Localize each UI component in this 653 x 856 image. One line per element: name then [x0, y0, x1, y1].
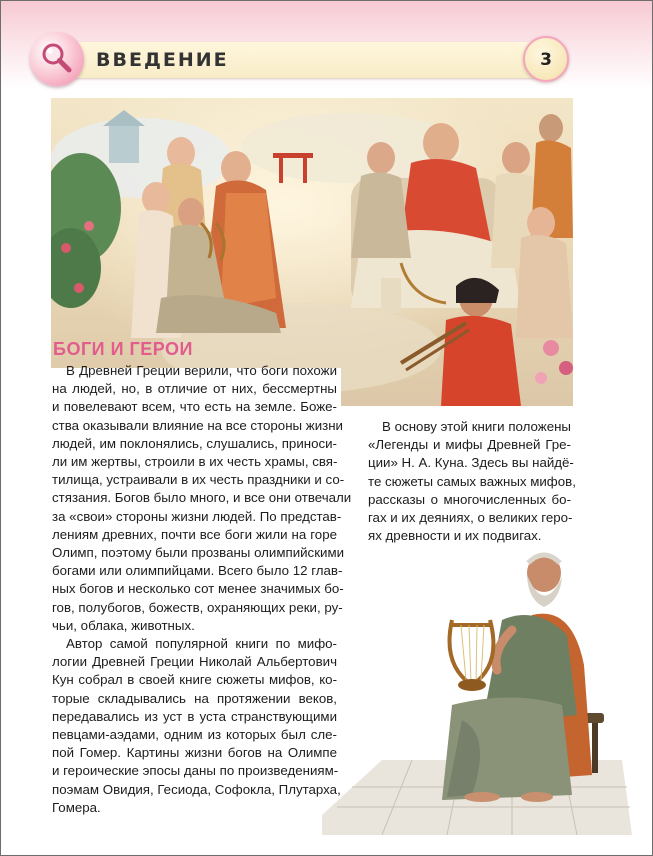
text-line: и героические эпосы даны по произведениям-	[52, 763, 339, 779]
paragraph-intro	[52, 362, 352, 635]
text-line: гах и их деяниях, о великих геро-	[368, 510, 573, 526]
text-line: певцами-аэдами, одним из которых был сле-	[52, 727, 337, 743]
right-text-column	[368, 418, 576, 545]
text-line: Гомера.	[52, 799, 101, 815]
text-line: «Легенды и мифы Древней Гре-	[368, 437, 571, 453]
text-line: чьи, облака, животных.	[52, 617, 195, 633]
text-line: ных богов и несколько сот менее значимых бо-	[52, 581, 344, 597]
text-line: торые складывались на протяжении веков,	[52, 690, 337, 706]
text-line: рассказы о многочисленных бо-	[368, 491, 571, 507]
text-line: Кун собрал в своей книге сюжеты мифов, ко-	[52, 672, 337, 688]
text-line: на людей, но, в отличие от них, бессмертны	[52, 381, 337, 397]
text-line: В основу этой книги положены	[382, 419, 571, 434]
text-line: людей, им поклонялись, слушались, приноси-	[52, 435, 337, 451]
text-line: Олимп, поэтому были прозваны олимпийскими	[52, 545, 345, 561]
text-line: богами или олимпийцами. Всего было 12 глав-	[52, 563, 343, 579]
left-text-column	[52, 362, 352, 817]
page-number: 3	[540, 50, 552, 70]
page-number-badge	[523, 36, 569, 82]
text-line: логии Древней Греции Николай Альбертович	[52, 654, 337, 670]
text-line: и повелевают всем, что есть на земле. Боже-	[52, 399, 337, 415]
section-title: ВВЕДЕНИЕ	[96, 49, 229, 71]
text-line: поэмам Овидия, Гесиода, Софокла, Плутарха,	[52, 781, 341, 797]
text-line: ях древности и их подвигах.	[368, 528, 542, 544]
text-line: В Древней Греции верили, что боги похожи	[66, 363, 337, 378]
text-line: тилища, устраивали в их честь праздники и со-	[52, 472, 345, 488]
text-line: ции» Н. А. Куна. Здесь вы найдё-	[368, 455, 574, 471]
text-line: пой Гомер. Картины жизни богов на Олимпе	[52, 745, 337, 761]
magnifier-icon	[30, 32, 84, 86]
text-line: передавались из уст в уста странствующими	[52, 708, 337, 724]
paragraph-author	[52, 635, 341, 817]
text-line: лениям древних, почти все боги жили на горе	[52, 526, 337, 542]
bard-with-lyre-illustration	[322, 545, 632, 835]
section-heading: БОГИ И ГЕРОИ	[53, 339, 193, 359]
text-line: ства оказывали влияние на все стороны жизни	[52, 417, 343, 433]
text-line: гов, полубогов, божеств, охраняющих реки, ру-	[52, 599, 343, 615]
text-line: стязания. Богов было много, и все они отвечали	[52, 490, 352, 506]
text-line: ли им жертвы, строили в их честь храмы, свя-	[52, 454, 338, 470]
text-line: Автор самой популярной книги по мифо-	[66, 636, 337, 652]
text-line: за «свои» стороны жизни людей. По представ-	[52, 508, 342, 524]
text-line: те сюжеты самых важных мифов,	[368, 473, 576, 489]
